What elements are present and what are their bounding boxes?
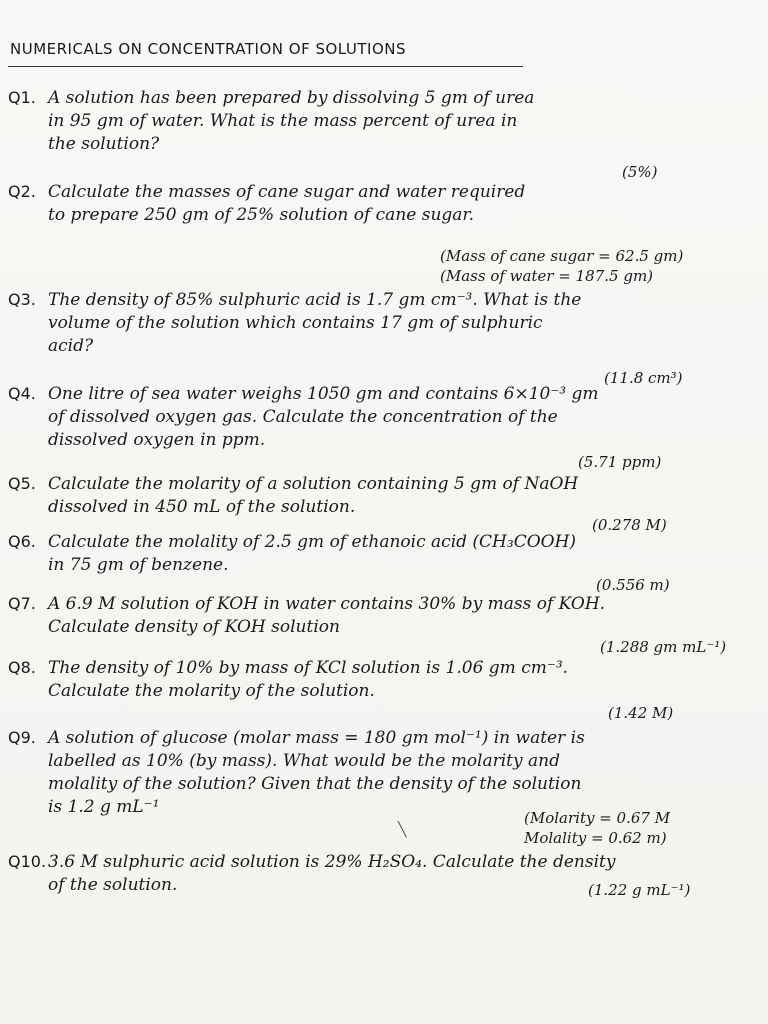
question-text: The density of 85% sulphuric acid is 1.7 gm cm⁻³. What is the (48, 290, 582, 310)
question-3 (8, 288, 758, 358)
answer-text: (5%) (622, 163, 658, 181)
answer-text: (1.288 gm mL⁻¹) (600, 638, 727, 656)
question-text: is 1.2 g mL⁻¹ (48, 797, 160, 817)
question-number: Q8. (8, 658, 36, 677)
question-text: of dissolved oxygen gas. Calculate the concentration of the (48, 407, 558, 427)
question-text: acid? (48, 336, 94, 356)
answer-text: (0.278 M) (592, 516, 667, 534)
answer-2 (440, 246, 683, 286)
question-1 (8, 86, 758, 156)
question-text: One litre of sea water weighs 1050 gm and contains 6×10⁻³ gm (48, 384, 599, 404)
page-title: NUMERICALS ON CONCENTRATION OF SOLUTIONS (10, 40, 407, 58)
question-text: dissolved in 450 mL of the solution. (48, 497, 356, 517)
question-text: The density of 10% by mass of KCl solution is 1.06 gm cm⁻³. (48, 658, 569, 678)
answer-text: (1.42 M) (608, 704, 674, 722)
question-text: labelled as 10% (by mass). What would be the molarity and (48, 751, 560, 771)
question-4 (8, 382, 758, 452)
question-8 (8, 656, 758, 703)
question-number: Q3. (8, 290, 36, 309)
question-7 (8, 592, 758, 639)
answer-text: Molality = 0.62 m) (524, 829, 667, 847)
question-6 (8, 530, 758, 577)
question-2 (8, 180, 758, 227)
question-text: to prepare 250 gm of 25% solution of cane sugar. (48, 205, 475, 225)
question-5 (8, 472, 758, 519)
question-number: Q4. (8, 384, 36, 403)
question-text: volume of the solution which contains 17 gm of sulphuric (48, 313, 543, 333)
question-text: Calculate the molarity of a solution containing 5 gm of NaOH (48, 474, 579, 494)
answer-text: (0.556 m) (596, 576, 670, 594)
answer-10 (588, 880, 690, 900)
answer-text: (1.22 g mL⁻¹) (588, 881, 691, 899)
question-text: A solution has been prepared by dissolving 5 gm of urea (48, 88, 535, 108)
question-text: A 6.9 M solution of KOH in water contains 30% by mass of KOH. (48, 594, 606, 614)
answer-1 (622, 162, 658, 182)
question-text: in 75 gm of benzene. (48, 555, 229, 575)
question-text: of the solution. (48, 875, 178, 895)
answer-text: (Mass of cane sugar = 62.5 gm) (440, 247, 684, 265)
question-number: Q7. (8, 594, 36, 613)
question-text: dissolved oxygen in ppm. (48, 430, 266, 450)
question-number: Q2. (8, 182, 36, 201)
question-text: Calculate the masses of cane sugar and water required (48, 182, 526, 202)
question-number: Q10. (8, 852, 47, 871)
answer-text: (5.71 ppm) (578, 453, 662, 471)
question-number: Q9. (8, 728, 36, 747)
question-text: Calculate the molality of 2.5 gm of ethanoic acid (CH₃COOH) (48, 532, 577, 552)
answer-8 (608, 703, 673, 723)
question-text: A solution of glucose (molar mass = 180 gm mol⁻¹) in water is (48, 728, 585, 748)
question-number: Q1. (8, 88, 36, 107)
answer-text: (Molarity = 0.67 M (524, 809, 671, 827)
question-number: Q6. (8, 532, 36, 551)
answer-9 (524, 808, 670, 848)
question-text: molality of the solution? Given that the density of the solution (48, 774, 582, 794)
question-number: Q5. (8, 474, 36, 493)
question-text: Calculate density of KOH solution (48, 617, 340, 637)
answer-text: (11.8 cm³) (604, 369, 683, 387)
stray-pen-mark: ╲ (398, 822, 407, 838)
answer-7 (600, 637, 726, 657)
question-text: the solution? (48, 134, 160, 154)
answer-4 (578, 452, 661, 472)
question-text: Calculate the molarity of the solution. (48, 681, 375, 701)
question-text: in 95 gm of water. What is the mass percent of urea in (48, 111, 518, 131)
title-underline (8, 66, 523, 67)
question-text: 3.6 M sulphuric acid solution is 29% H₂SO₄. Calculate the density (48, 852, 616, 872)
answer-text: (Mass of water = 187.5 gm) (440, 267, 654, 285)
question-9 (8, 726, 758, 819)
